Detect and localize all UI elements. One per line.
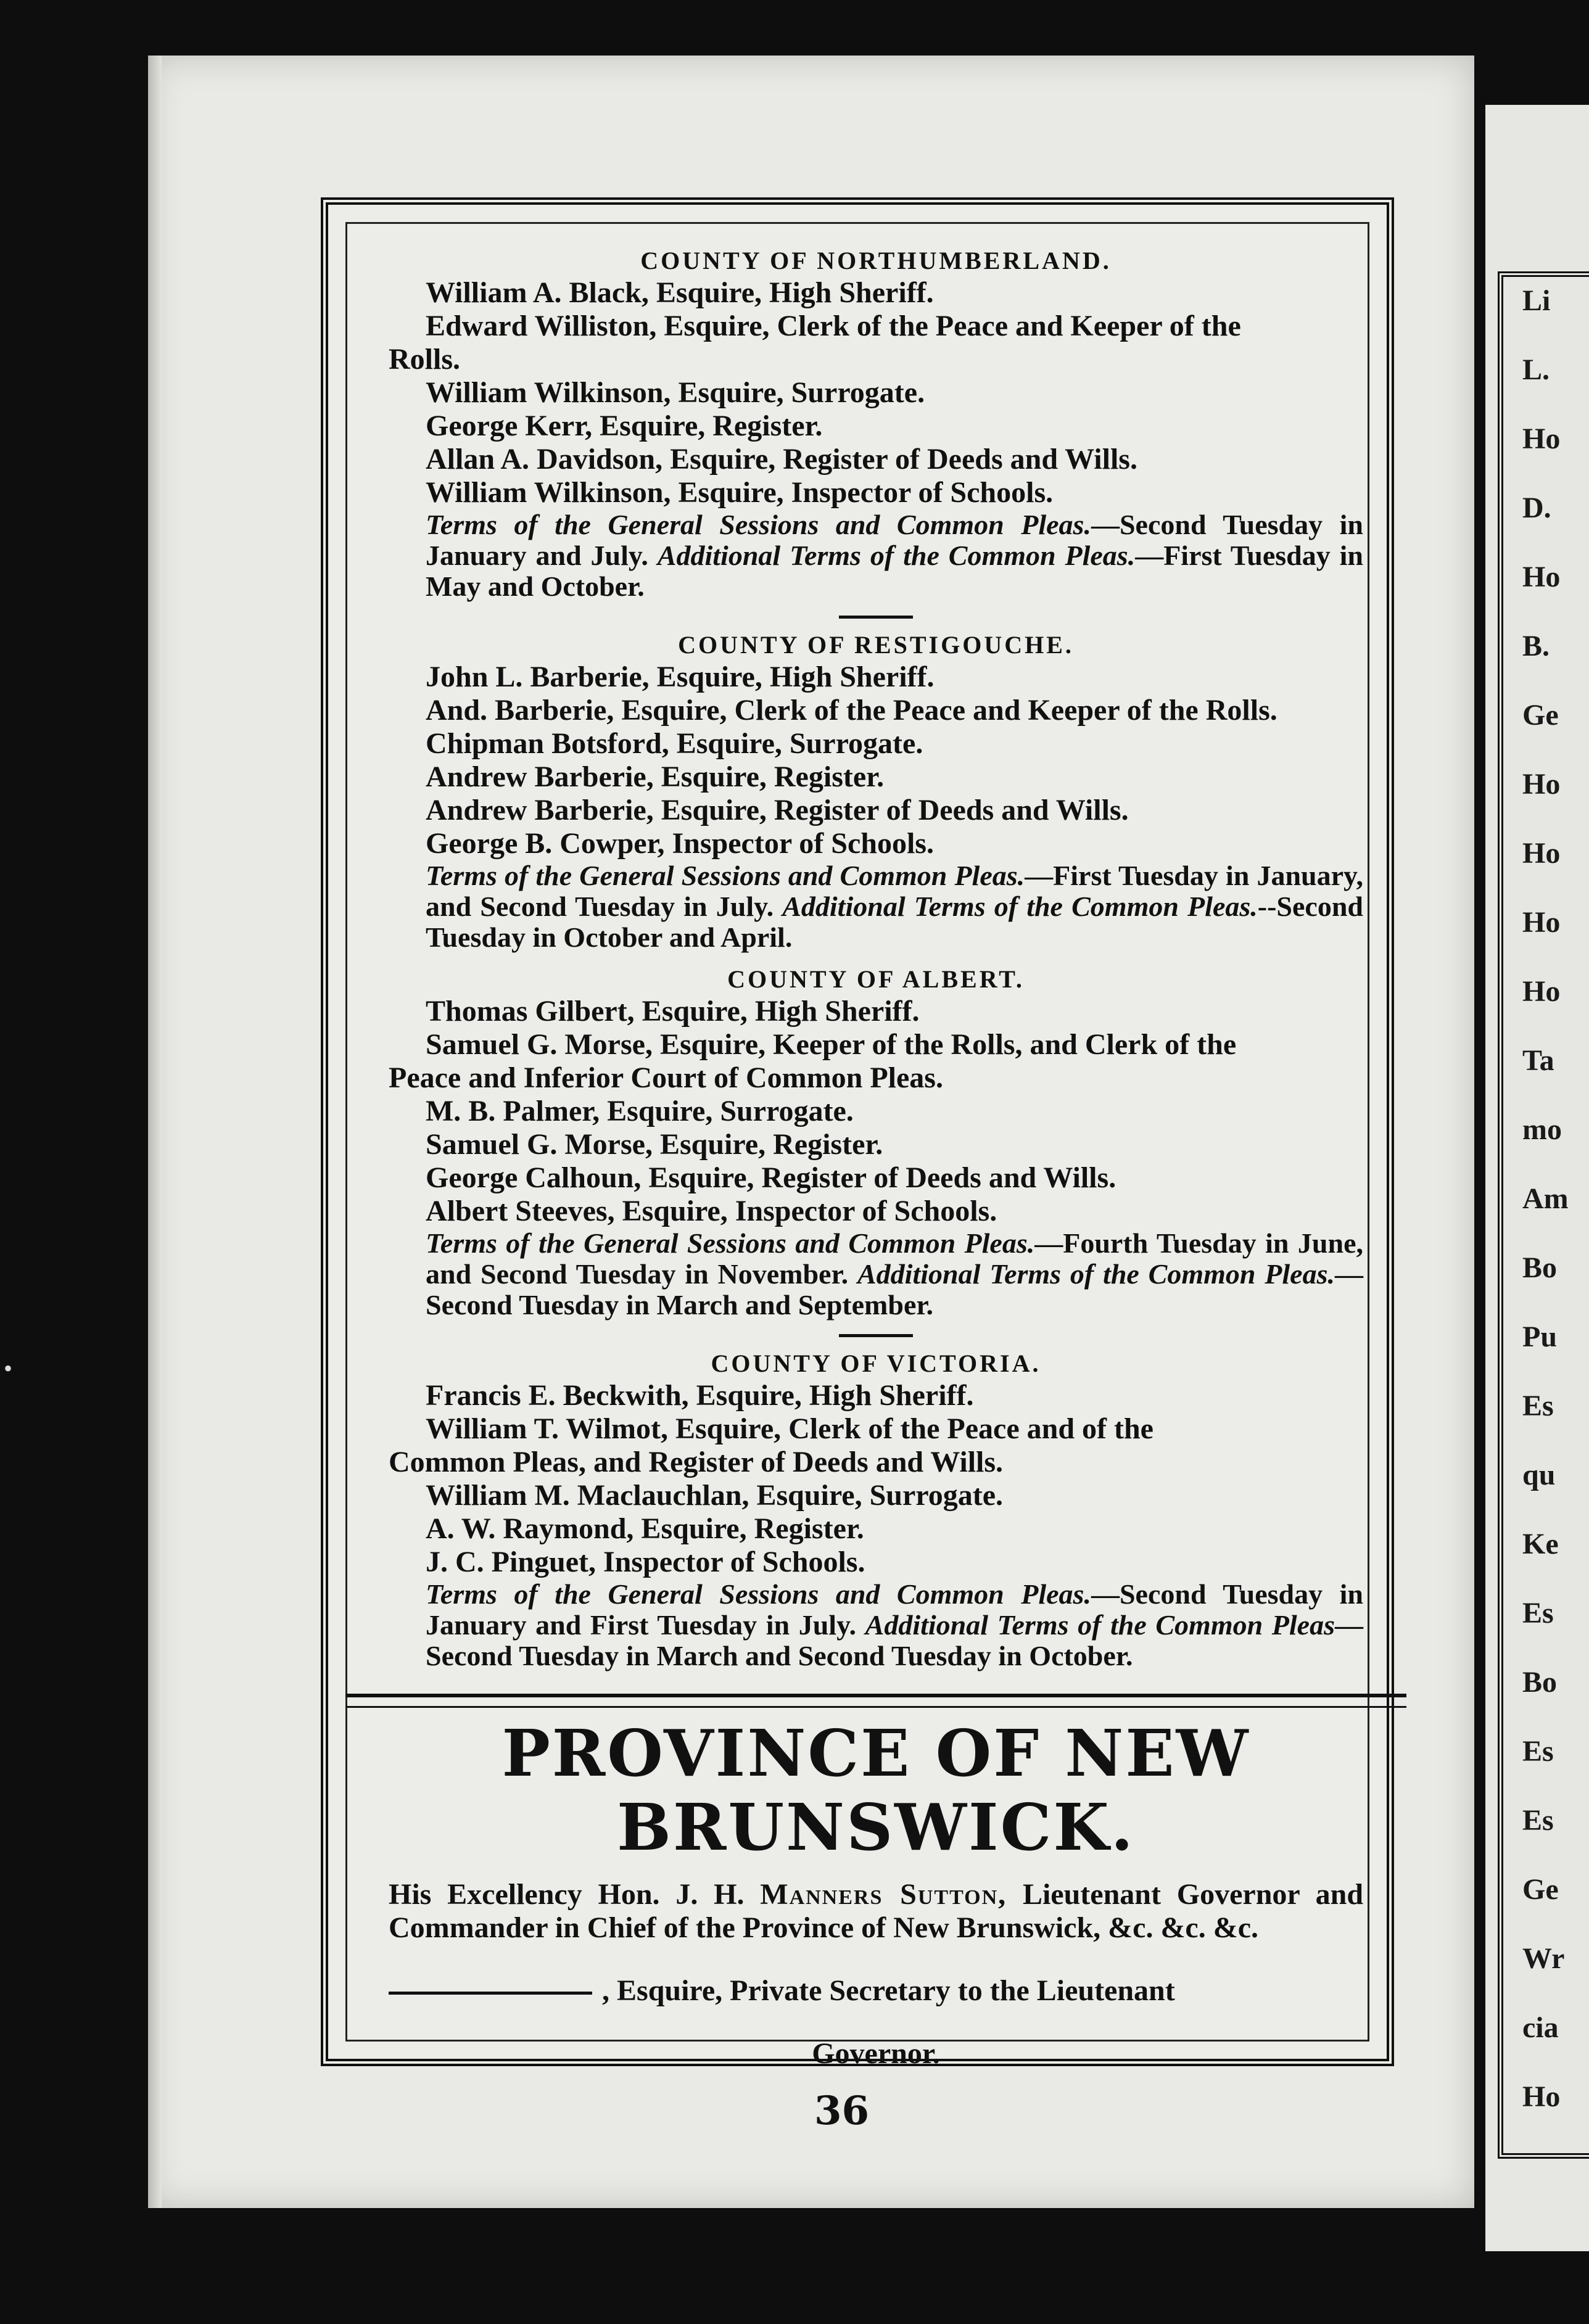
county-heading: COUNTY OF RESTIGOUCHE. — [678, 631, 1074, 659]
county-albert — [389, 964, 1363, 1337]
adjacent-page-fragment: cia — [1522, 2011, 1559, 2044]
adjacent-page-fragment: Es — [1522, 1735, 1554, 1768]
additional-terms-text: —First Tuesday in May and October. — [426, 540, 1364, 602]
adjacent-page — [1485, 105, 1589, 2251]
county-victoria — [389, 1348, 1363, 1671]
entry-line: Francis E. Beckwith, Esquire, High Sheriff. — [426, 1379, 974, 1412]
entry-line: Allan A. Davidson, Esquire, Register of Deeds and Wills. — [426, 443, 1137, 476]
secretary-entry — [389, 1974, 1363, 2008]
entry-line: Andrew Barberie, Esquire, Register. — [426, 760, 885, 793]
adjacent-page-fragment: D. — [1522, 492, 1551, 524]
section-rule — [839, 1334, 913, 1337]
adjacent-page-fragment: Es — [1522, 1597, 1554, 1630]
terms-text: —First Tuesday in January, and Second Tuesday in July. — [426, 860, 1363, 922]
entry-line: William A. Black, Esquire, High Sheriff. — [426, 276, 934, 309]
governor-prefix: His Excellency Hon. J. H. — [389, 1878, 745, 1911]
entry-line: George Calhoun, Esquire, Register of Deeds and Wills. — [426, 1161, 1116, 1194]
additional-terms-text: —Second Tuesday in March and September. — [426, 1258, 1364, 1321]
margin-mark: • — [4, 1354, 13, 1382]
county-northumberland — [389, 245, 1363, 619]
governor-entry — [389, 1878, 1363, 1945]
adjacent-page-fragment: Wr — [1522, 1942, 1565, 1975]
terms-text: —Second Tuesday in January and First Tuesday in July. — [426, 1578, 1364, 1641]
adjacent-page-fragment: Ge — [1522, 1873, 1559, 1906]
terms-label: Terms of the General Sessions and Common Pleas. — [426, 1578, 1091, 1610]
terms-label: Terms of the General Sessions and Common Pleas. — [426, 860, 1025, 891]
adjacent-page-fragment: Ge — [1522, 699, 1559, 731]
entry-line: Samuel G. Morse, Esquire, Register. — [426, 1128, 883, 1161]
adjacent-page-fragment: Ho — [1522, 561, 1561, 593]
additional-terms-label: Additional Terms of the Common Pleas. — [657, 540, 1136, 571]
province-section — [389, 1716, 1363, 2071]
section-divider — [345, 1694, 1406, 1708]
entry-line: Chipman Botsford, Esquire, Surrogate. — [426, 727, 923, 760]
additional-terms-text: --Second Tuesday in October and April. — [426, 891, 1363, 953]
entry-line: William Wilkinson, Esquire, Surrogate. — [426, 376, 925, 409]
entry-line: Peace and Inferior Court of Common Pleas. — [389, 1061, 943, 1094]
adjacent-page-fragment: Es — [1522, 1390, 1554, 1422]
province-title: PROVINCE OF NEW BRUNSWICK. — [501, 1715, 1250, 1865]
terms-text: —Second Tuesday in January and July. — [426, 509, 1364, 571]
entry-line: George Kerr, Esquire, Register. — [426, 410, 823, 442]
court-terms — [389, 509, 1363, 602]
entry-line: William Wilkinson, Esquire, Inspector of Schools. — [426, 476, 1054, 509]
terms-text: —Fourth Tuesday in June, and Second Tuesday in November. — [426, 1227, 1363, 1290]
entry-line: William T. Wilmot, Esquire, Clerk of the Peace and of the — [426, 1412, 1154, 1445]
county-heading: COUNTY OF ALBERT. — [727, 965, 1025, 993]
adjacent-page-fragment: Bo — [1522, 1666, 1558, 1699]
entry-line: A. W. Raymond, Esquire, Register. — [426, 1512, 864, 1545]
court-terms — [389, 1579, 1363, 1671]
entry-line: Albert Steeves, Esquire, Inspector of Schools. — [426, 1195, 997, 1227]
governor-suffix: Lieutenant Governor and Commander in Chief of the Province of New Brunswick, &c. &c. &c. — [389, 1878, 1364, 1944]
adjacent-page-fragment: Ta — [1522, 1044, 1554, 1077]
entry-line: Rolls. — [389, 343, 461, 376]
additional-terms-label: Additional Terms of the Common Pleas. — [782, 891, 1258, 922]
county-heading: COUNTY OF VICTORIA. — [711, 1349, 1041, 1377]
entry-line: Thomas Gilbert, Esquire, High Sheriff. — [426, 995, 920, 1028]
adjacent-page-fragment: B. — [1522, 630, 1550, 662]
page-number: 36 — [814, 2088, 870, 2134]
adjacent-page-fragment: Am — [1522, 1182, 1569, 1215]
adjacent-page-fragment: Ho — [1522, 2080, 1561, 2113]
entry-line: Edward Williston, Esquire, Clerk of the Peace and Keeper of the — [426, 310, 1241, 342]
entry-line: J. C. Pinguet, Inspector of Schools. — [426, 1546, 865, 1578]
adjacent-page-fragment: L. — [1522, 353, 1550, 386]
county-restigouche — [389, 630, 1363, 953]
entry-line: Common Pleas, and Register of Deeds and Wills. — [389, 1446, 1004, 1478]
adjacent-page-fragment: Ke — [1522, 1528, 1559, 1560]
adjacent-page-fragment: qu — [1522, 1459, 1556, 1491]
adjacent-page-fragment: Ho — [1522, 906, 1561, 939]
additional-terms-label: Additional Terms of the Common Pleas. — [857, 1258, 1335, 1290]
entry-line: William M. Maclauchlan, Esquire, Surrogate. — [426, 1479, 1004, 1512]
county-heading: COUNTY OF NORTHUMBERLAND. — [640, 247, 1112, 274]
entry-line: John L. Barberie, Esquire, High Sheriff. — [426, 661, 935, 693]
adjacent-page-fragment: Ho — [1522, 975, 1561, 1008]
secretary-entry-continued: Governor. — [812, 2037, 940, 2070]
entry-line: Andrew Barberie, Esquire, Register of Deeds and Wills. — [426, 794, 1129, 826]
adjacent-page-fragment: Ho — [1522, 768, 1561, 801]
additional-terms-label: Additional Terms of the Common Pleas — [865, 1609, 1335, 1641]
entry-line: George B. Cowper, Inspector of Schools. — [426, 827, 934, 860]
section-rule — [839, 616, 913, 619]
adjacent-page-fragment: Li — [1522, 284, 1551, 317]
adjacent-page-fragment: Pu — [1522, 1321, 1558, 1353]
entry-line: And. Barberie, Esquire, Clerk of the Peace and Keeper of the Rolls. — [426, 694, 1277, 727]
adjacent-page-fragment: Ho — [1522, 422, 1561, 455]
adjacent-page-fragment: Ho — [1522, 837, 1561, 870]
directory-content — [389, 234, 1363, 2100]
name-blank — [389, 1992, 592, 1995]
court-terms — [389, 1228, 1363, 1321]
adjacent-page-fragment: Es — [1522, 1804, 1554, 1837]
entry-line: Samuel G. Morse, Esquire, Keeper of the Rolls, and Clerk of the — [426, 1028, 1237, 1061]
adjacent-page-fragment: mo — [1522, 1113, 1562, 1146]
entry-line: M. B. Palmer, Esquire, Surrogate. — [426, 1095, 854, 1127]
terms-label: Terms of the General Sessions and Common Pleas. — [426, 509, 1091, 540]
additional-terms-text: —Second Tuesday in March and Second Tuesday in October. — [426, 1609, 1363, 1671]
page-edge — [148, 56, 162, 2208]
terms-label: Terms of the General Sessions and Common Pleas. — [426, 1227, 1035, 1259]
court-terms — [389, 860, 1363, 953]
governor-name: Manners Sutton, — [760, 1878, 1007, 1911]
adjacent-page-fragment: Bo — [1522, 1251, 1558, 1284]
secretary-text: , Esquire, Private Secretary to the Lieutenant — [602, 1974, 1175, 2007]
